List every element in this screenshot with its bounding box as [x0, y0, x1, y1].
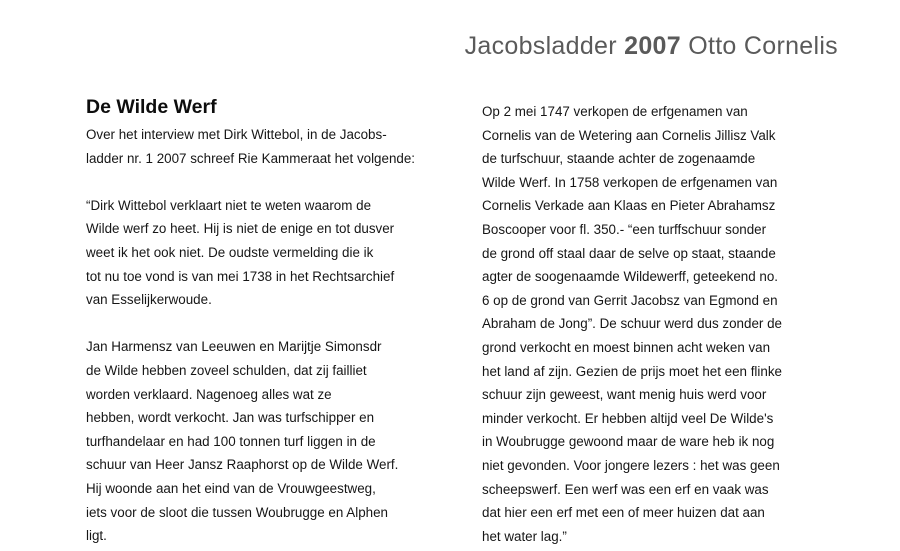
text-line: agter de soogenaamde Wildewerff, geteekend no.	[482, 269, 779, 285]
text-line: worden verklaard. Nagenoeg alles wat ze	[86, 386, 332, 402]
text-line: Cornelis van de Wetering aan Cornelis Jillisz Valk	[482, 127, 776, 143]
text-line: het land af zijn. Gezien de prijs moet het een flinke	[482, 363, 782, 379]
text-line: ladder nr. 1 2007 schreef Rie Kammeraat het volgende:	[86, 150, 416, 166]
paragraph-spacer	[86, 170, 456, 194]
text-line: in Woubrugge gewoond maar de ware heb ik nog	[482, 434, 775, 450]
text-line: Over het interview met Dirk Wittebol, in de Jacobs-	[86, 127, 387, 142]
paragraph-spacer	[86, 312, 456, 336]
header-year: 2007	[624, 32, 681, 60]
text-line: Boscooper voor fl. 350.- “een turffschuur sonder	[482, 221, 767, 237]
quote-paragraph	[86, 194, 456, 312]
text-line: Cornelis Verkade aan Klaas en Pieter Abrahamsz	[482, 198, 776, 214]
text-line: schuur van Heer Jansz Raaphorst op de Wilde Werf.	[86, 457, 399, 473]
text-line: tot nu toe vond is van mei 1738 in het Rechtsarchief	[86, 268, 395, 284]
text-line: 6 op de grond van Gerrit Jacobsz van Egmond en	[482, 292, 778, 308]
text-line: dat hier een erf met een of meer huizen dat aan	[482, 505, 765, 521]
text-line: de turfschuur, staande achter de zogenaamde	[482, 151, 756, 167]
text-line: Wilde Werf. In 1758 verkopen de erfgenamen van	[482, 174, 778, 190]
header-title-prefix: Jacobsladder	[464, 32, 625, 60]
text-line: turfhandelaar en had 100 tonnen turf liggen in de	[86, 433, 376, 449]
text-line: iets voor de sloot die tussen Woubrugge en Alphen	[86, 504, 388, 520]
text-line: Jan Harmensz van Leeuwen en Marijtje Simonsdr	[86, 339, 382, 355]
text-line: schuur zijn geweest, want menig huis werd voor	[482, 387, 767, 403]
text-line: Wilde werf zo heet. Hij is niet de enige en tot dusver	[86, 221, 395, 237]
text-line: “Dirk Wittebol verklaart niet te weten waarom de	[86, 197, 372, 213]
article-title: De Wilde Werf	[86, 96, 217, 118]
text-line: de grond off staal daar de selve op staat, staande	[482, 245, 776, 261]
text-line: de Wilde hebben zoveel schulden, dat zij failliet	[86, 362, 367, 378]
text-line: scheepswerf. Een werf was een erf en vaak was	[482, 481, 769, 497]
text-line: niet gevonden. Voor jongere lezers : het was geen	[482, 457, 780, 473]
page-header	[465, 30, 838, 62]
right-column	[482, 100, 854, 548]
text-line: minder verkocht. Er hebben altijd veel De Wilde's	[482, 410, 774, 426]
text-line: Op 2 mei 1747 verkopen de erfgenamen van	[482, 104, 748, 119]
text-line: van Esselijkerwoude.	[86, 292, 212, 308]
left-column	[86, 93, 456, 548]
intro-paragraph	[86, 123, 456, 170]
text-line: grond verkocht en moest binnen acht weken van	[482, 339, 771, 355]
text-line: ligt.	[86, 528, 107, 544]
text-line: Abraham de Jong”. De schuur werd dus zonder de	[482, 316, 782, 332]
text-line: het water lag.”	[482, 528, 567, 544]
text-line: hebben, wordt verkocht. Jan was turfschipper en	[86, 410, 375, 426]
text-line: Hij woonde aan het eind van de Vrouwgeestweg,	[86, 480, 376, 496]
text-line: weet ik het ook niet. De oudste vermelding die ik	[86, 244, 374, 260]
header-title-suffix: Otto Cornelis	[680, 32, 838, 60]
history-paragraph	[86, 335, 456, 547]
